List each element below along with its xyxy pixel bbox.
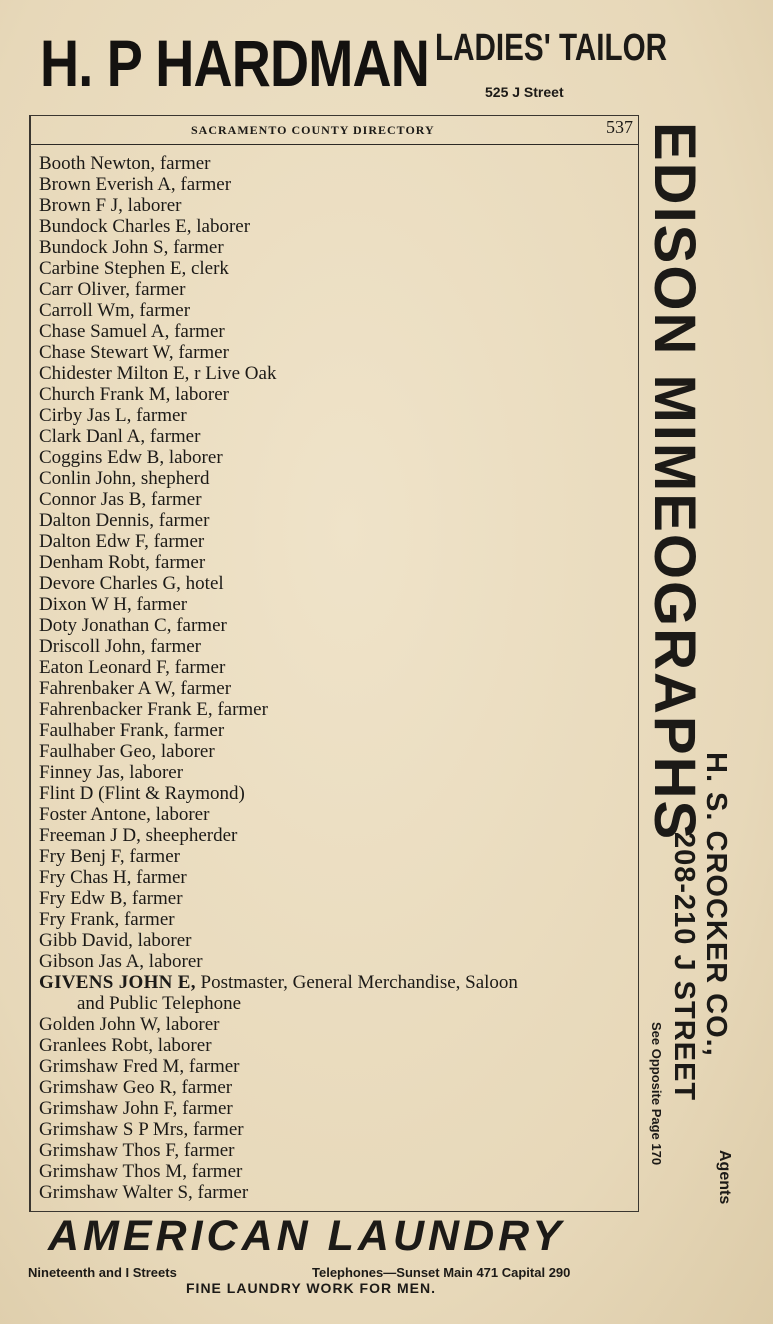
directory-entry — [39, 363, 639, 384]
directory-entry — [39, 258, 639, 279]
entry-text: Brown Everish A, farmer — [39, 174, 232, 195]
crocker-company-name: H. S. CROCKER CO., — [700, 752, 732, 1057]
directory-entry — [39, 972, 639, 993]
entry-text: Bundock Charles E, laborer — [39, 216, 251, 237]
directory-entry — [39, 1077, 639, 1098]
entry-text: Cirby Jas L, farmer — [39, 405, 187, 426]
directory-entry — [39, 636, 639, 657]
entry-text: Conlin John, shepherd — [39, 468, 210, 489]
advertiser-name: H. P HARDMAN — [40, 26, 430, 100]
entry-text: Flint D (Flint & Raymond) — [39, 783, 245, 804]
directory-entry — [39, 279, 639, 300]
directory-entry — [39, 930, 639, 951]
entry-text: Fry Edw B, farmer — [39, 888, 183, 909]
directory-entry — [39, 762, 639, 783]
directory-entry — [39, 804, 639, 825]
laundry-address: Nineteenth and I Streets — [28, 1265, 177, 1280]
directory-entry — [39, 174, 639, 195]
directory-entry — [39, 321, 639, 342]
entry-text: Fahrenbaker A W, farmer — [39, 678, 232, 699]
laundry-name: AMERICAN LAUNDRY — [48, 1212, 566, 1260]
directory-listing-box — [29, 115, 639, 1212]
directory-entry — [39, 300, 639, 321]
advertiser-trade: LADIES' TAILOR — [435, 27, 668, 69]
entry-text: Grimshaw Fred M, farmer — [39, 1056, 240, 1077]
bottom-advertisement — [28, 1210, 748, 1310]
side-advertisement-mimeographs — [642, 122, 707, 842]
directory-entry — [39, 867, 639, 888]
entry-text: Grimshaw Walter S, farmer — [39, 1182, 249, 1203]
directory-entry — [39, 909, 639, 930]
entry-text: Connor Jas B, farmer — [39, 489, 202, 510]
entry-text: Foster Antone, laborer — [39, 804, 210, 825]
directory-entry — [39, 216, 639, 237]
directory-entry — [39, 699, 639, 720]
directory-title: SACRAMENTO COUNTY DIRECTORY — [191, 123, 435, 137]
entry-text: Dixon W H, farmer — [39, 594, 188, 615]
entry-text: Grimshaw Thos F, farmer — [39, 1140, 235, 1161]
directory-entry — [39, 195, 639, 216]
top-advertisement — [30, 22, 750, 112]
directory-entry — [39, 1140, 639, 1161]
directory-entry — [39, 342, 639, 363]
crocker-page-reference: See Opposite Page 170 — [649, 1022, 664, 1166]
entry-text: Grimshaw S P Mrs, farmer — [39, 1119, 244, 1140]
entry-text: Coggins Edw B, laborer — [39, 447, 223, 468]
entry-bold-name: GIVENS JOHN E, — [39, 972, 196, 993]
entry-text: Golden John W, laborer — [39, 1014, 220, 1035]
entry-text: Doty Jonathan C, farmer — [39, 615, 227, 636]
entry-text: Finney Jas, laborer — [39, 762, 184, 783]
directory-entry — [39, 1182, 639, 1203]
crocker-agents-label: Agents — [716, 1150, 733, 1205]
directory-entry — [39, 993, 639, 1014]
entry-text: Brown F J, laborer — [39, 195, 182, 216]
running-header — [31, 116, 638, 145]
entry-text: Gibb David, laborer — [39, 930, 192, 951]
directory-entry — [39, 657, 639, 678]
entry-text: Gibson Jas A, laborer — [39, 951, 203, 972]
entry-text: Chidester Milton E, r Live Oak — [39, 363, 277, 384]
directory-entry — [39, 1035, 639, 1056]
entry-text: Dalton Edw F, farmer — [39, 531, 205, 552]
entry-text: Dalton Dennis, farmer — [39, 510, 210, 531]
directory-entry — [39, 468, 639, 489]
entry-list — [39, 153, 639, 1203]
entry-text: Fry Chas H, farmer — [39, 867, 187, 888]
directory-entry — [39, 489, 639, 510]
entry-text: Chase Samuel A, farmer — [39, 321, 225, 342]
directory-entry — [39, 237, 639, 258]
directory-entry — [39, 1056, 639, 1077]
laundry-phones: Telephones—Sunset Main 471 Capital 290 — [312, 1265, 571, 1280]
entry-text: Grimshaw John F, farmer — [39, 1098, 233, 1119]
entry-text: and Public Telephone — [77, 993, 242, 1014]
entry-text: Grimshaw Thos M, farmer — [39, 1161, 243, 1182]
directory-entry — [39, 741, 639, 762]
entry-text: Clark Danl A, farmer — [39, 426, 201, 447]
entry-text: Granlees Robt, laborer — [39, 1035, 212, 1056]
directory-entry — [39, 678, 639, 699]
directory-entry — [39, 720, 639, 741]
directory-entry — [39, 384, 639, 405]
laundry-slogan: FINE LAUNDRY WORK FOR MEN. — [186, 1280, 436, 1296]
directory-entry — [39, 1014, 639, 1035]
directory-entry — [39, 1161, 639, 1182]
entry-text: Booth Newton, farmer — [39, 153, 211, 174]
directory-entry — [39, 951, 639, 972]
entry-text: Fry Frank, farmer — [39, 909, 175, 930]
page-number: 537 — [606, 117, 633, 137]
directory-entry — [39, 846, 639, 867]
entry-text: Carr Oliver, farmer — [39, 279, 186, 300]
directory-entry — [39, 825, 639, 846]
entry-text: Carbine Stephen E, clerk — [39, 258, 229, 279]
entry-text: Denham Robt, farmer — [39, 552, 206, 573]
crocker-street-address: 208-210 J STREET — [668, 832, 700, 1102]
directory-entry — [39, 552, 639, 573]
directory-entry — [39, 783, 639, 804]
entry-text: Fry Benj F, farmer — [39, 846, 180, 867]
entry-text: Carroll Wm, farmer — [39, 300, 191, 321]
directory-entry — [39, 531, 639, 552]
entry-text: Church Frank M, laborer — [39, 384, 229, 405]
directory-entry — [39, 153, 639, 174]
directory-entry — [39, 573, 639, 594]
entry-text: Faulhaber Frank, farmer — [39, 720, 225, 741]
directory-entry — [39, 1098, 639, 1119]
directory-entry — [39, 1119, 639, 1140]
entry-text: Bundock John S, farmer — [39, 237, 224, 258]
entry-text: Fahrenbacker Frank E, farmer — [39, 699, 268, 720]
directory-entry — [39, 594, 639, 615]
advertiser-address: 525 J Street — [485, 84, 564, 100]
directory-entry — [39, 405, 639, 426]
directory-entry — [39, 888, 639, 909]
entry-text: Faulhaber Geo, laborer — [39, 741, 215, 762]
entry-text: Driscoll John, farmer — [39, 636, 201, 657]
entry-text: Devore Charles G, hotel — [39, 573, 224, 594]
directory-entry — [39, 615, 639, 636]
entry-text: Grimshaw Geo R, farmer — [39, 1077, 233, 1098]
entry-text: Freeman J D, sheepherder — [39, 825, 238, 846]
mimeographs-ad-text: EDISON MIMEOGRAPHS — [642, 122, 707, 842]
entry-text: Postmaster, General Merchandise, Saloon — [195, 972, 518, 993]
directory-entry — [39, 510, 639, 531]
directory-entry — [39, 426, 639, 447]
entry-text: Eaton Leonard F, farmer — [39, 657, 226, 678]
directory-entry — [39, 447, 639, 468]
entry-text: Chase Stewart W, farmer — [39, 342, 229, 363]
